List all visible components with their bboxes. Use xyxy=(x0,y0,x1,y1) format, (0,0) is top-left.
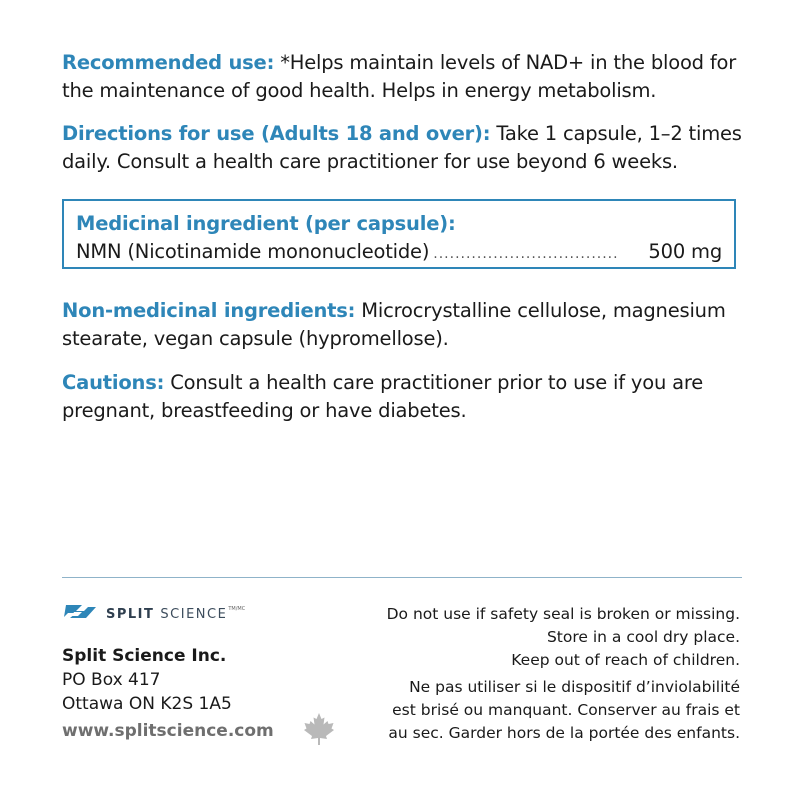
recommended-use-text: *Helps maintain levels of NAD+ in the blood for the maintenance of good health. Helps in energy metabolism. xyxy=(62,51,737,102)
directions-text: Take 1 capsule, 1–2 times daily. Consult a health care practitioner for use beyond 6 weeks. xyxy=(62,122,742,173)
warning-fr-2: est brisé ou manquant. Conserver au frais et xyxy=(392,701,740,719)
warning-fr-1: Ne pas utiliser si le dispositif d’inviolabilité xyxy=(409,678,740,696)
medicinal-ingredient-heading: Medicinal ingredient (per capsule): xyxy=(76,212,456,235)
medicinal-ingredient-box xyxy=(62,199,736,269)
city-postal: Ottawa ON K2S 1A5 xyxy=(62,694,232,714)
non-medicinal-ingredients xyxy=(62,297,752,353)
ingredient-amount: 500 mg xyxy=(648,240,722,263)
split-science-logo-icon xyxy=(62,603,98,625)
dot-leader: .................................. xyxy=(433,246,619,262)
ingredient-row xyxy=(76,238,722,268)
cautions-text: Consult a health care practitioner prior to use if you are pregnant, breastfeeding or have diabetes. xyxy=(62,371,704,422)
brand-logo xyxy=(62,603,245,625)
divider xyxy=(62,577,742,578)
brand-name xyxy=(106,607,227,622)
non-medicinal-label: Non-medicinal ingredients: xyxy=(62,299,356,322)
warning-en-2: Store in a cool dry place. xyxy=(546,628,740,646)
cautions-label: Cautions: xyxy=(62,371,165,394)
ingredient-name: NMN (Nicotinamide mononucleotide) xyxy=(76,240,430,263)
website-link[interactable]: www.splitscience.com xyxy=(62,721,274,741)
po-box: PO Box 417 xyxy=(62,670,161,690)
warning-en-1: Do not use if safety seal is broken or missing. xyxy=(386,605,740,623)
recommended-use-label: Recommended use: xyxy=(62,51,275,74)
recommended-use xyxy=(62,49,752,105)
brand-split: SPLIT xyxy=(106,606,155,622)
brand-trademark: TM/MC xyxy=(228,606,246,612)
storage-warnings xyxy=(387,603,740,745)
directions-label: Directions for use (Adults 18 and over): xyxy=(62,122,491,145)
company-address xyxy=(62,644,232,716)
warning-en-3: Keep out of reach of children. xyxy=(511,651,740,669)
brand-science: SCIENCE xyxy=(160,606,228,622)
maple-leaf-icon xyxy=(303,712,335,750)
non-medicinal-text: Microcrystalline cellulose, magnesium stearate, vegan capsule (hypromellose). xyxy=(62,299,726,350)
warning-fr-3: au sec. Garder hors de la portée des enfants. xyxy=(388,724,740,742)
company-name: Split Science Inc. xyxy=(62,646,227,666)
cautions xyxy=(62,369,752,425)
directions-for-use xyxy=(62,120,752,176)
